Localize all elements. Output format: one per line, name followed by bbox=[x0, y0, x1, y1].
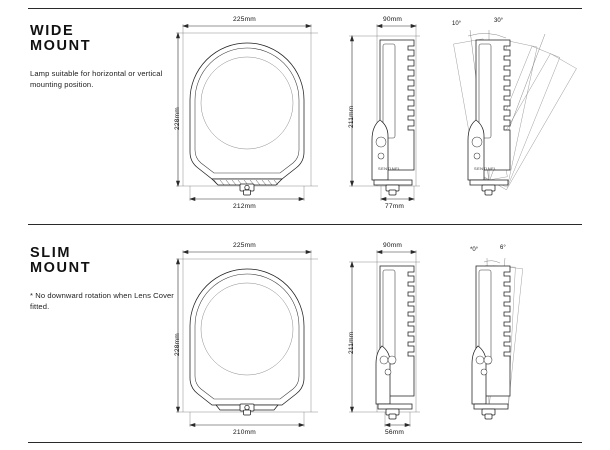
slim-rotation-angle-right: 6° bbox=[500, 245, 506, 251]
wide-side-height: 211mm bbox=[348, 105, 355, 128]
slim-side-width-top: 90mm bbox=[383, 242, 403, 249]
divider-middle bbox=[28, 224, 582, 225]
slim-rotation-view bbox=[472, 258, 523, 419]
wide-mount-title-line1: WIDE bbox=[30, 23, 75, 39]
slim-front-width-bottom: 210mm bbox=[233, 429, 256, 436]
svg-text:SENTINEL: SENTINEL bbox=[378, 166, 401, 171]
wide-front-width-top: 225mm bbox=[233, 16, 256, 23]
divider-top bbox=[28, 8, 582, 9]
wide-side-width-top: 90mm bbox=[383, 16, 403, 23]
slim-rotation-angle-left: *0° bbox=[470, 247, 479, 253]
svg-text:SENTINEL: SENTINEL bbox=[474, 166, 497, 171]
wide-side-view bbox=[349, 24, 420, 201]
wide-rotation-angle-right: 30° bbox=[494, 18, 504, 24]
wide-front-width-bottom: 212mm bbox=[233, 203, 256, 210]
wide-front-view bbox=[176, 24, 318, 201]
slim-front-width-top: 225mm bbox=[233, 242, 256, 249]
wide-rotation-view bbox=[454, 30, 577, 195]
slim-side-width-bottom: 56mm bbox=[385, 429, 405, 436]
wide-front-height: 228mm bbox=[174, 107, 181, 130]
slim-side-view bbox=[349, 250, 420, 427]
wide-mount-note: Lamp suitable for horizontal or vertical mounting position. bbox=[30, 69, 163, 89]
slim-front-view bbox=[176, 250, 318, 427]
wide-mount-title bbox=[30, 24, 91, 54]
slim-mount-title bbox=[30, 246, 91, 276]
divider-bottom bbox=[28, 442, 582, 443]
slim-side-height: 211mm bbox=[348, 331, 355, 354]
slim-mount-title-line2: MOUNT bbox=[30, 260, 92, 276]
slim-mount-title-line1: SLIM bbox=[30, 245, 72, 261]
slim-front-height: 228mm bbox=[174, 333, 181, 356]
slim-mount-note: * No downward rotation when Lens Cover fitted. bbox=[30, 291, 174, 311]
wide-mount-title-line2: MOUNT bbox=[30, 38, 92, 54]
wide-side-width-bottom: 77mm bbox=[385, 203, 405, 210]
wide-rotation-angle-left: 10° bbox=[452, 21, 462, 27]
